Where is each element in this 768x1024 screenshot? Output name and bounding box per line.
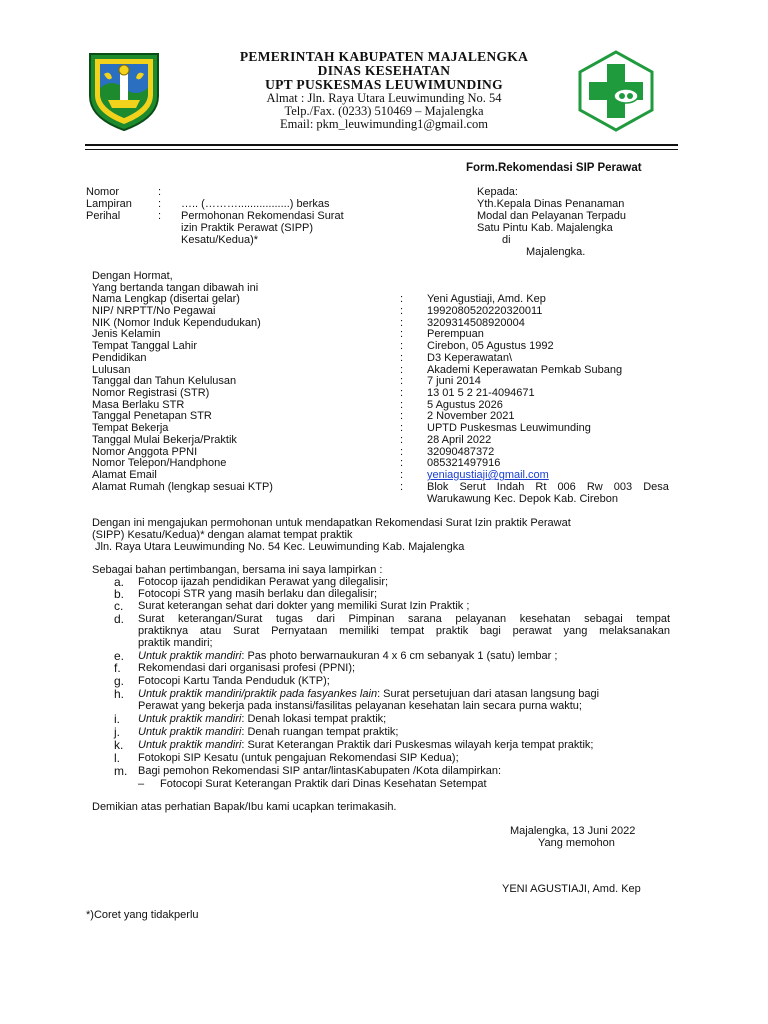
field-value: 3209314508920004 (427, 317, 525, 329)
item-text: Perawat yang bekerja pada instansi/fasilitas pelayanan kesehatan lain secara purna waktu; (138, 700, 582, 712)
item-letter: h. (114, 687, 125, 701)
field-label: Tempat Tanggal Lahir (92, 340, 197, 352)
field-value: Perempuan (427, 328, 484, 340)
lampiran-label: Lampiran (86, 198, 132, 210)
field-row (92, 469, 682, 481)
item-italic: Untuk praktik mandiri (138, 739, 242, 751)
field-colon: : (400, 387, 404, 399)
item-text: Surat keterangan sehat dari dokter yang memiliki Surat Izin Praktik ; (138, 600, 470, 612)
item-text: Surat keterangan/Surat tugas dari Pimpinan sarana pelayanan kesehatan sebagai tempat (138, 613, 670, 625)
item-italic: Untuk praktik mandiri/praktik pada fasyankes lain (138, 688, 378, 700)
field-colon: : (400, 352, 404, 364)
item-italic: Untuk praktik mandiri (138, 650, 242, 662)
field-label: Alamat Email (92, 469, 157, 481)
item-letter: g. (114, 674, 125, 688)
item-letter: k. (114, 738, 124, 752)
field-row (92, 293, 682, 305)
field-label: Nomor Telepon/Handphone (92, 457, 227, 469)
field-value: 085321497916 (427, 457, 501, 469)
sub-item-text: Fotocopi Surat Keterangan Praktik dari Dinas Kesehatan Setempat (160, 778, 487, 790)
field-colon: : (400, 481, 404, 493)
greeting: Dengan Hormat, (92, 270, 173, 282)
item-text: : Pas photo berwarnaukuran 4 x 6 cm sebanyak 1 (satu) lembar ; (241, 650, 558, 662)
field-value: 28 April 2022 (427, 434, 492, 446)
request-line1: Dengan ini mengajukan permohonan untuk mendapatkan Rekomendasi Surat Izin praktik Perawat (92, 517, 571, 529)
header-rule-thin (85, 149, 678, 150)
item-letter: f. (114, 661, 121, 675)
field-value: 32090487372 (427, 446, 495, 458)
field-row (92, 352, 682, 364)
item-text: Rekomendasi dari organisasi profesi (PPNI); (138, 662, 356, 674)
field-value: Blok Serut Indah Rt 006 Rw 003 Desa (427, 481, 669, 493)
recipient-line5: di (502, 234, 511, 246)
item-text: Fotocop ijazah pendidikan Perawat yang dilegalisir; (138, 576, 389, 588)
nomor-colon: : (158, 186, 162, 198)
letterhead-government: PEMERINTAH KABUPATEN MAJALENGKA (239, 49, 529, 64)
field-value: Yeni Agustiaji, Amd. Kep (427, 293, 546, 305)
field-label: Masa Berlaku STR (92, 399, 185, 411)
field-row (92, 410, 682, 422)
item-italic: Untuk praktik mandiri (138, 726, 242, 738)
field-colon: : (400, 328, 404, 340)
field-value: D3 Keperawatan\ (427, 352, 512, 364)
field-value: UPTD Puskesmas Leuwimunding (427, 422, 591, 434)
letterhead-address: Almat : Jln. Raya Utara Leuwimunding No. 54 (266, 91, 502, 105)
lampiran-colon: : (158, 198, 162, 210)
item-italic: Untuk praktik mandiri (138, 713, 242, 725)
signature-place-date: Majalengka, 13 Juni 2022 (510, 825, 636, 837)
address-line2: Warukawung Kec. Depok Kab. Cirebon (427, 493, 618, 505)
field-label: Tanggal Mulai Bekerja/Praktik (92, 434, 237, 446)
request-line2: (SIPP) Kesatu/Kedua)* dengan alamat tempat praktik (92, 529, 353, 541)
field-value: 2 November 2021 (427, 410, 515, 422)
item-text: praktik mandiri; (138, 637, 213, 649)
field-label: Jenis Kelamin (92, 328, 161, 340)
item-text: Bagi pemohon Rekomendasi SIP antar/lintasKabupaten /Kota dilampirkan: (138, 765, 502, 777)
item-letter: b. (114, 587, 125, 601)
recipient-line1: Kepada: (477, 186, 518, 198)
field-colon: : (400, 410, 404, 422)
item-text: Fotocopi STR yang masih berlaku dan dilegalisir; (138, 588, 378, 600)
field-colon: : (400, 340, 404, 352)
field-label: NIK (Nomor Induk Kependudukan) (92, 317, 261, 329)
perihal-colon: : (158, 210, 162, 222)
sub-item-dash: – (138, 778, 145, 790)
item-letter: m. (114, 764, 128, 778)
field-label: Tanggal dan Tahun Kelulusan (92, 375, 237, 387)
lampiran-value: ….. (……….................) berkas (181, 198, 330, 210)
field-row (92, 328, 682, 340)
field-label: Pendidikan (92, 352, 147, 364)
nomor-label: Nomor (86, 186, 120, 198)
letterhead-phone: Telp./Fax. (0233) 510469 – Majalengka (284, 104, 484, 118)
recipient-line2: Yth.Kepala Dinas Penanaman (477, 198, 625, 210)
field-label: NIP/ NRPTT/No Pegawai (92, 305, 216, 317)
signature-name: YENI AGUSTIAJI, Amd. Kep (502, 883, 641, 895)
perihal-line3: Kesatu/Kedua)* (181, 234, 259, 246)
header-rule-thick (85, 144, 678, 146)
closing-text: Demikian atas perhatian Bapak/Ibu kami ucapkan terimakasih. (92, 801, 397, 813)
field-row (92, 305, 682, 317)
field-label: Nomor Registrasi (STR) (92, 387, 210, 399)
field-label: Tempat Bekerja (92, 422, 169, 434)
item-letter: e. (114, 649, 125, 663)
field-row (92, 481, 682, 493)
field-row (92, 457, 682, 469)
field-colon: : (400, 305, 404, 317)
field-colon: : (400, 422, 404, 434)
field-row (92, 434, 682, 446)
letterhead-unit: UPT PUSKESMAS LEUWIMUNDING (265, 77, 503, 92)
item-letter: a. (114, 575, 125, 589)
footnote: *)Coret yang tidakperlu (86, 909, 199, 921)
item-text: : Denah lokasi tempat praktik; (241, 713, 387, 725)
form-title: Form.Rekomendasi SIP Perawat (466, 162, 642, 174)
recipient-line3: Modal dan Pelayanan Terpadu (477, 210, 627, 222)
perihal-label: Perihal (86, 210, 121, 222)
field-label: Nomor Anggota PPNI (92, 446, 198, 458)
field-colon: : (400, 375, 404, 387)
puskesmas-logo-icon (576, 50, 656, 132)
perihal-line2: izin Praktik Perawat (SIPP) (181, 222, 314, 234)
field-label: Lulusan (92, 364, 131, 376)
field-label: Tanggal Penetapan STR (92, 410, 212, 422)
field-label: Nama Lengkap (disertai gelar) (92, 293, 240, 305)
item-letter: i. (114, 712, 120, 726)
recipient-line4: Satu Pintu Kab. Majalengka (477, 222, 613, 234)
item-text: Fotocopi Kartu Tanda Penduduk (KTP); (138, 675, 330, 687)
item-text: : Surat Keterangan Praktik dari Puskesmas wilayah kerja tempat praktik; (241, 739, 594, 751)
item-text: praktiknya atau Surat Pernyataan memiliki tempat praktik bagi perawat yang melaksanakan (138, 625, 670, 637)
item-text: Fotokopi SIP Kesatu (untuk pengajuan Rekomendasi SIP Kedua); (138, 752, 459, 764)
field-colon: : (400, 399, 404, 411)
letterhead-email: Email: pkm_leuwimunding1@gmail.com (279, 117, 488, 131)
field-value: Akademi Keperawatan Pemkab Subang (427, 364, 623, 376)
item-letter: l. (114, 751, 120, 765)
field-colon: : (400, 469, 404, 481)
email-link[interactable]: yeniagustiaji@gmail.com (427, 469, 549, 481)
field-colon: : (400, 317, 404, 329)
field-row (92, 422, 682, 434)
item-text: : Surat persetujuan dari atasan langsung bagi (377, 688, 600, 700)
field-colon: : (400, 446, 404, 458)
intro-text: Yang bertanda tangan dibawah ini (92, 282, 259, 294)
signature-role: Yang memohon (538, 837, 615, 849)
attachments-intro: Sebagai bahan pertimbangan, bersama ini saya lampirkan : (92, 564, 383, 576)
field-colon: : (400, 457, 404, 469)
perihal-line1: Permohonan Rekomendasi Surat (181, 210, 344, 222)
item-letter: j. (114, 725, 120, 739)
field-value: 7 juni 2014 (427, 375, 481, 387)
field-value: 5 Agustus 2026 (427, 399, 503, 411)
request-line3: Jln. Raya Utara Leuwimunding No. 54 Kec. Leuwimunding Kab. Majalengka (95, 541, 465, 553)
field-colon: : (400, 434, 404, 446)
field-row (92, 340, 682, 352)
field-value: Cirebon, 05 Agustus 1992 (427, 340, 554, 352)
item-text: : Denah ruangan tempat praktik; (241, 726, 399, 738)
field-colon: : (400, 293, 404, 305)
field-colon: : (400, 364, 404, 376)
letterhead-agency: DINAS KESEHATAN (317, 63, 451, 78)
field-row (92, 387, 682, 399)
item-letter: d. (114, 612, 125, 626)
field-value: 1992080520220320011 (427, 305, 543, 317)
recipient-line6: Majalengka. (526, 246, 586, 258)
item-letter: c. (114, 599, 124, 613)
field-row (92, 375, 682, 387)
field-value: 13 01 5 2 21-4094671 (427, 387, 535, 399)
field-label: Alamat Rumah (lengkap sesuai KTP) (92, 481, 273, 493)
